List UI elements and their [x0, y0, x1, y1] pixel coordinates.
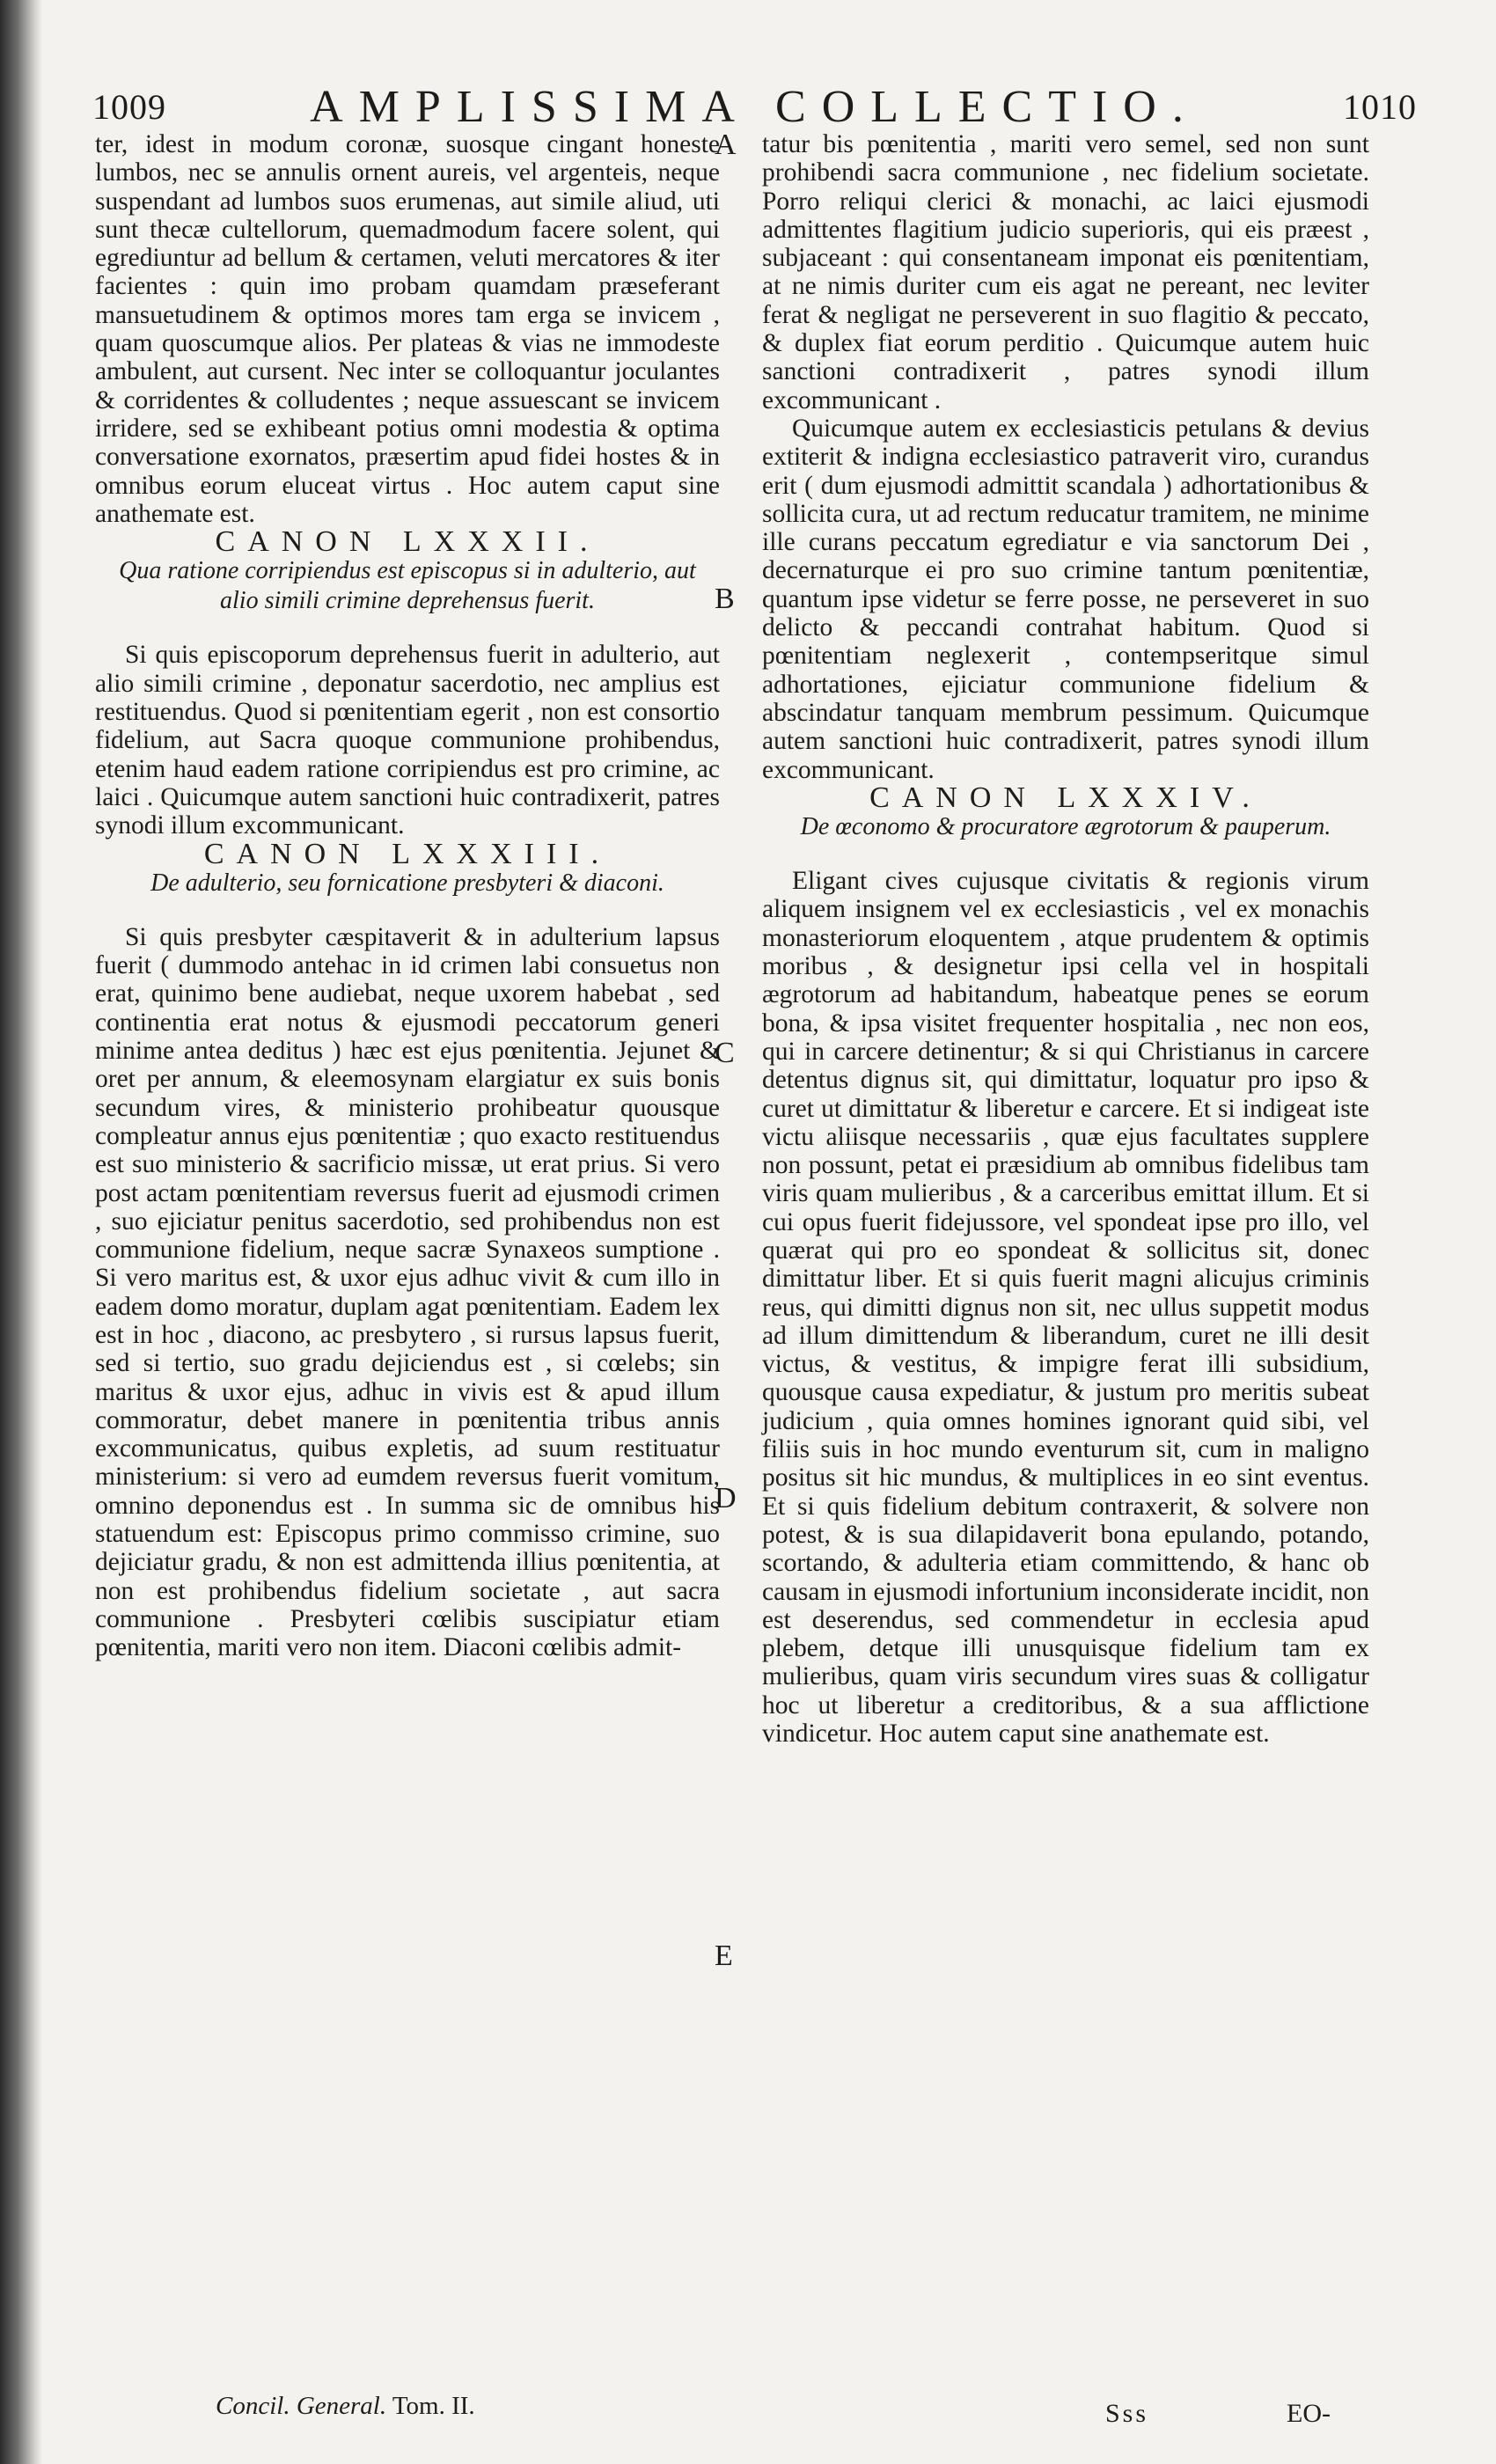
canon-84-heading: CANON LXXXIV.: [869, 781, 1262, 814]
page-number-right: 1010: [1343, 87, 1417, 127]
footer-citation: [216, 2392, 475, 2421]
second-paragraph: Quicumque autem ex ecclesiasticis petulans & devius extiterit & indigna ecclesiastico patraverit viro, curandus erit ( dum ejusmodi admittit scandala ) adhortationibus & sollicita cura, ut ad rectum reducatur tramitem, ne minime ille curans peccatum egrediatur e via sanctorum Dei , decernaturque ei pro suo crimine tantum pœnitentiæ, quantum ipse videtur se ferre posse, ne perseveret in suo delicto & peccandi contrahat habitum. Quod si pœnitentiam neglexerit , contempseritque simul adhortationes, ejiciatur communione fidelium & abscindatur tanquam membrum pessimum. Quicumque autem sanctioni huic contradixerit, patres synodi illum excommunicant.: [762, 414, 1369, 784]
page-number-left: 1009: [92, 87, 166, 127]
page-header: [92, 81, 1417, 134]
signature-mark: Sss: [1105, 2399, 1149, 2428]
intro-paragraph: ter, idest in modum coronæ, suosque cingant honeste lumbos, nec se annulis ornent aureis, vel argenteis, neque suspendant ad lumbos suos erumenas, aut simile aliud, uti sunt thecæ cultellorum, quemadmodum facere solent, qui egrediuntur ad bellum & certamen, veluti mercatores & iter facientes : quin imo probam quamdam præseferant mansuetudinem & optimos mores tam erga se invicem , quam quoscumque alios. Per plateas & vias ne immodeste ambulent, aut cursent. Nec inter se colloquantur joculantes & corridentes & colludentes ; neque assuescant se invicem irridere, sed se exhibeant potius omni modestia & optima conversatione exornatos, præsertim apud fidei hostes & in omnibus eorum eluceat virtus . Hoc autem caput sine anathemate est.: [95, 130, 720, 528]
margin-marker-a: A: [715, 128, 737, 161]
canon-83-heading: CANON LXXXIII.: [203, 837, 612, 870]
canon-84-text: Eligant cives cujusque civitatis & regionis virum aliquem insignem vel ex ecclesiasticis , vel ex monachis monasteriorum eloquentem , atque prudentem & optimis moribus , & designetur ipsi cella vel in hospitali ægrotorum ad habitandum, habeatque penes se eorum bona, & ipsa visitet frequenter hospitalia , nec non eos, qui in carcere detinentur; & si qui Christianus in carcere detentus dignus sit, qui dimittatur, loquatur pro ipso & curet ut dimittatur & liberetur e carcere. Et si indigeat iste victu aliisque necessariis , quæ ejus facultates supplere non possunt, petat ei præsidium ab omnibus fidelibus tam viris quam mulieribus , & a carceribus emittat illum. Et si cui opus fuerit fidejussore, vel spondeat ipse pro illo, vel quærat qui pro eo spondeat & sollicitus sit, donec dimittatur liber. Et si quis fuerit magni alicujus criminis reus, qui dimitti dignus non sit, nec ullus suppetit modus ad illum dimittendum & liberandum, curet ne illi desit victus, & vestitus, & impigre ferat illi subsidium, quousque causa expediatur, & justum pro meritis subeat judicium , quia omnes homines ignorant quid sibi, vel filiis suis in hoc mundo eventurum sit, cum in maligno positus sit hic mundus, & multiplices in eo sint eventus. Et si quis fidelium debitum contraxerit, & solvere non potest, & is sua dilapidaverit bona epulando, potando, scortando, & adulteria etiam committendo, & hanc ob causam in ejusmodi infortunium inconsiderate incidit, non est deserendus, sed commendetur in ecclesia apud plebem, detque illi unusquisque fidelium tam ex mulieribus, quam viris secundum vires suas & colligatur hoc ut liberetur a creditoribus, & a sua afflictione vindicetur. Hoc autem caput sine anathemate est.: [762, 867, 1369, 1749]
canon-83-text: Si quis presbyter cæspitaverit & in adulterium lapsus fuerit ( dummodo antehac in id crimen labi consuetus non erat, quinimo bene audiebat, neque uxorem habebat , sed continentia erat notus & ejusmodi peccatorum generi minime antea deditus ) hæc est ejus pœnitentia. Jejunet & oret per annum, & eleemosynam elargiatur ex suis bonis secundum vires, & ministerio prohibeatur quousque compleatur annus ejus pœnitentiæ ; quo exacto restituendus est suo ministerio & sacrificio missæ, ut erat prius. Si vero post actam pœnitentiam reversus fuerit ad ejusmodi crimen , suo ejiciatur penitus sacerdotio, sed prohibendus non est communione fidelium, neque sacræ Synaxeos sumptione . Si vero maritus est, & uxor ejus adhuc vivit & cum illo in eadem domo moratur, duplam agat pœnitentiam. Eadem lex est in hoc , diacono, ac presbytero , si rursus lapsus fuerit, sed si tertio, suo gradu dejiciendus est , si cœlebs; sin maritus & uxor ejus, adhuc in vivis est & apud illum commoratur, debet manere in pœnitentia tribus annis excommunicatus, quibus expletis, ad suum restituatur ministerium: si vero ad eumdem reversus fuerit vomitum, omnino deponendus est . In summa sic de omnibus his statuendum est: Episcopus primo commisso crimine, suo dejiciatur gradu, & non est admittenda illius pœnitentia, at non est prohibendus fidelium societate , aut sacra communione . Presbyteri cœlibis suscipiatur etiam pœnitentia, mariti vero non item. Diaconi cœlibis admit-: [95, 922, 720, 1662]
margin-marker-b: B: [715, 583, 735, 615]
continuation-paragraph: tatur bis pœnitentia , mariti vero semel, sed non sunt prohibendi sacra communione , nec fidelium societate. Porro reliqui clerici & monachi, ac laici ejusmodi admittentes flagitium judicio superioris, qui eis præest , subjaceant : qui consentaneam imponat eis pœnitentiam, at ne nimis duriter cum eis agat ne pereant, nec leviter ferat & negligat ne perseverent in suo flagitio & peccato, & duplex fiat eorum perditio . Quicumque autem huic sanctioni contradixerit , patres synodi illum excommunicant .: [762, 130, 1369, 414]
right-column: [762, 130, 1369, 1748]
canon-83-rubric: De adulterio, seu fornicatione presbyteri & diaconi.: [150, 869, 664, 897]
canon-82-heading: CANON LXXXII.: [215, 525, 600, 559]
canon-82-text: Si quis episcoporum deprehensus fuerit in adulterio, aut alio simili crimine , deponatur sacerdotio, nec amplius est restituendus. Quod si pœnitentiam egerit , non est consortio fidelium, aut Sacra quoque communione prohibendus, etenim haud eadem ratione corripiendus est pro crimine, ac laici . Quicumque autem sanctioni huic contradixerit, patres synodi illum excommunicant.: [95, 641, 720, 840]
margin-marker-e: E: [715, 1940, 733, 1972]
margin-marker-c: C: [715, 1037, 735, 1069]
footer-citation-title: Concil. General.: [216, 2392, 387, 2420]
left-column: [95, 130, 720, 1662]
canon-82-rubric: Qua ratione corripiendus est episcopus si in adulterio, aut alio simili crimine deprehensus fuerit.: [119, 557, 696, 615]
running-title: AMPLISSIMA COLLECTIO.: [310, 82, 1199, 132]
canon-84-rubric: De œconomo & procuratore ægrotorum & pauperum.: [800, 813, 1331, 841]
catchword: EO-: [1287, 2399, 1331, 2428]
footer-citation-volume: Tom. II.: [392, 2392, 475, 2420]
margin-marker-d: D: [715, 1482, 737, 1514]
